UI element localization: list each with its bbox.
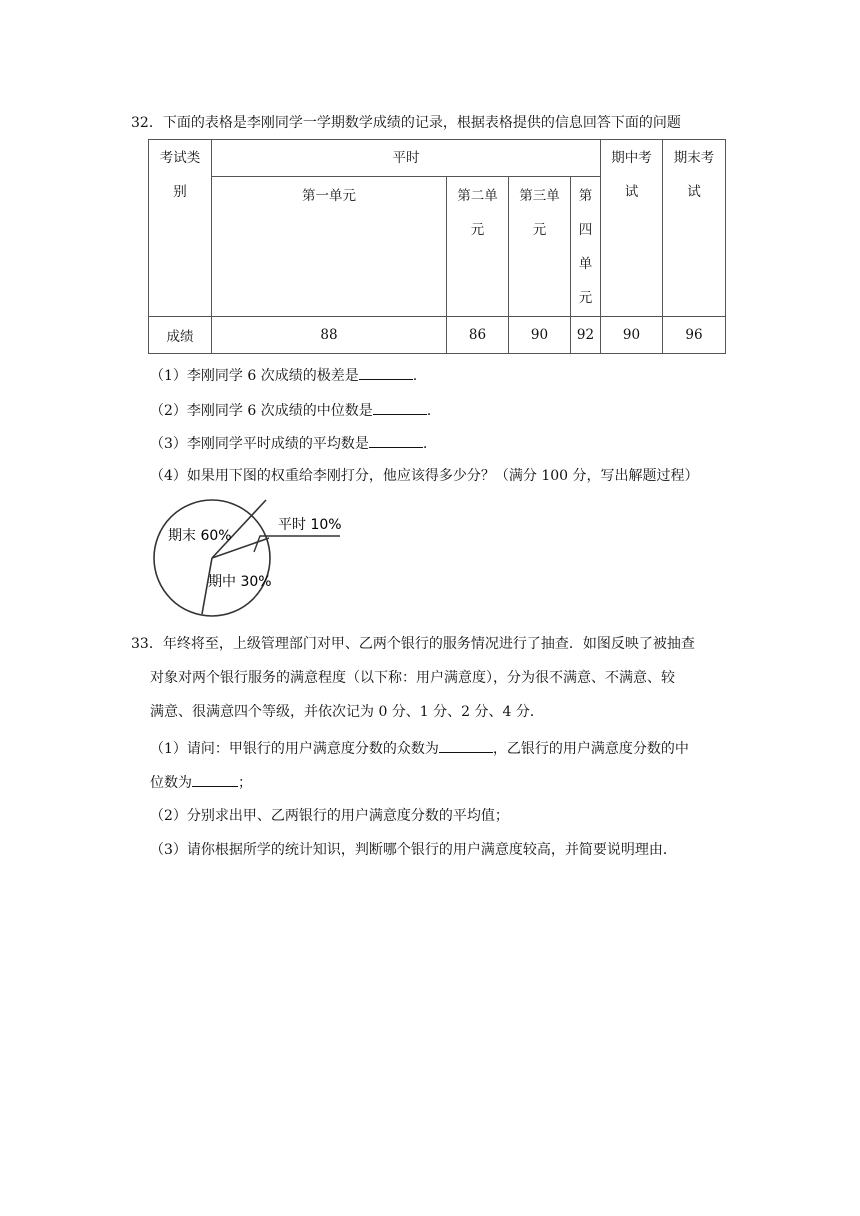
question-33-line-2: 对象对两个银行服务的满意程度（以下称：用户满意度），分为很不满意、不满意、较 <box>150 670 675 686</box>
header-unit-4: 第 四 单 元 <box>571 177 601 317</box>
q33-sub-1-cont: 位数为 ； <box>150 772 252 793</box>
q32-sub-1: （1）李刚同学 6 次成绩的极差是 . <box>150 365 417 386</box>
pie-label-final: 期末 60% <box>168 528 232 544</box>
score-unit-4: 92 <box>571 317 601 354</box>
q33-sub-3: （3）请你根据所学的统计知识，判断哪个银行的用户满意度较高，并简要说明理由． <box>150 842 677 858</box>
q32-sub-4: （4）如果用下图的权重给李刚打分，他应该得多少分？（满分 100 分，写出解题过程） <box>150 468 699 484</box>
header-unit-3: 第三单 元 <box>509 177 571 317</box>
question-32-text: 下面的表格是李刚同学一学期数学成绩的记录，根据表格提供的信息回答下面的问题 <box>162 115 681 131</box>
score-unit-2: 86 <box>447 317 509 354</box>
pie-label-midterm: 期中 30% <box>208 574 272 590</box>
question-33-number: 33． <box>131 636 163 652</box>
answer-blank <box>373 400 427 415</box>
weight-pie-chart <box>146 492 346 622</box>
pie-svg <box>146 492 346 622</box>
table-row <box>149 317 726 354</box>
pie-label-pingshi: 平时 10% <box>278 517 342 533</box>
q33-sub-2: （2）分别求出甲、乙两银行的用户满意度分数的平均值； <box>150 808 509 824</box>
answer-blank <box>439 738 493 753</box>
score-final: 96 <box>663 317 726 354</box>
question-32-number: 32． <box>131 115 163 131</box>
header-unit-2: 第二单 元 <box>447 177 509 317</box>
question-33-line-3: 满意、很满意四个等级，并依次记为 0 分、1 分、2 分、4 分． <box>150 704 544 720</box>
header-final: 期末考 试 <box>663 140 726 317</box>
question-32-stem <box>131 112 681 132</box>
q32-sub-2: （2）李刚同学 6 次成绩的中位数是 . <box>150 400 431 421</box>
header-category: 考试类 别 <box>149 140 212 317</box>
score-unit-3: 90 <box>509 317 571 354</box>
answer-blank <box>192 772 238 787</box>
row-label-score: 成绩 <box>149 317 212 354</box>
score-table <box>148 139 726 354</box>
answer-blank <box>369 433 423 448</box>
header-midterm: 期中考 试 <box>601 140 663 317</box>
question-33-line-1: 33．年终将至，上级管理部门对甲、乙两个银行的服务情况进行了抽查．如图反映了被抽查 <box>131 636 695 652</box>
header-pingshi: 平时 <box>212 140 601 177</box>
q33-sub-1: （1）请问：甲银行的用户满意度分数的众数为 ，乙银行的用户满意度分数的中 <box>150 738 689 759</box>
header-unit-1: 第一单元 <box>212 177 447 317</box>
score-unit-1: 88 <box>212 317 447 354</box>
q32-sub-3: （3）李刚同学平时成绩的平均数是 . <box>150 433 427 454</box>
answer-blank <box>359 365 413 380</box>
score-midterm: 90 <box>601 317 663 354</box>
